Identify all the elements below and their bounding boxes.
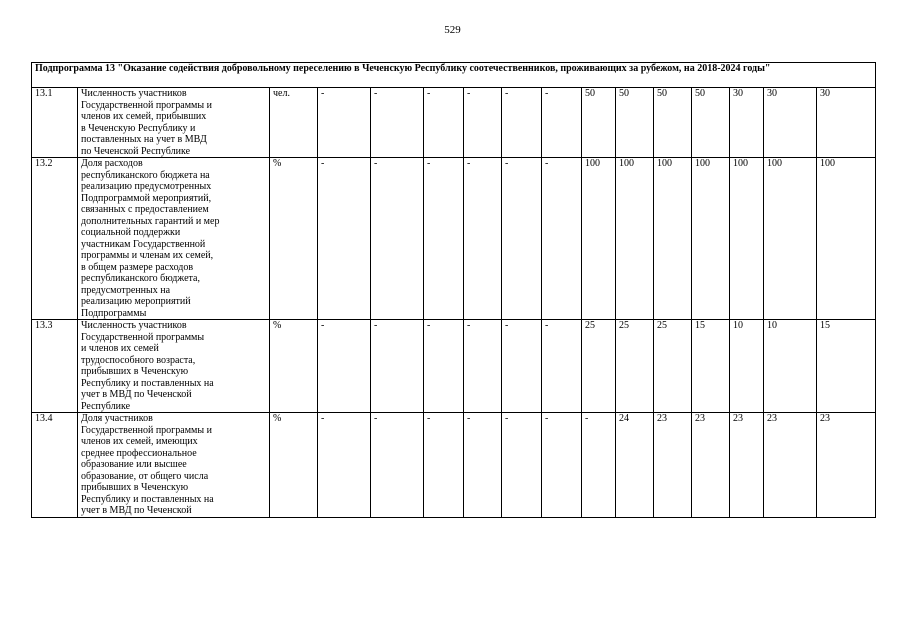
description-line: республиканского бюджета на — [81, 169, 210, 181]
indicator-value: 100 — [616, 158, 654, 320]
indicator-value: 100 — [817, 158, 876, 320]
description-line: Государственной программы — [81, 331, 205, 343]
indicator-value: 50 — [654, 88, 692, 158]
indicator-value: 100 — [582, 158, 616, 320]
indicator-unit: % — [270, 413, 318, 518]
indicator-value: 25 — [616, 320, 654, 413]
indicator-value: - — [318, 158, 371, 320]
indicator-value: - — [424, 158, 464, 320]
indicator-value: - — [464, 320, 502, 413]
indicator-value: 30 — [817, 88, 876, 158]
indicator-value: - — [424, 320, 464, 413]
indicator-unit: % — [270, 320, 318, 413]
description-line: Подпрограммы — [81, 307, 147, 319]
description-line: образование, от общего числа — [81, 470, 209, 482]
indicator-value: 23 — [692, 413, 730, 518]
indicator-value: - — [464, 413, 502, 518]
indicator-value: - — [424, 88, 464, 158]
description-line: прибывших в Чеченскую — [81, 366, 189, 377]
indicator-value: - — [371, 158, 424, 320]
description-line: республиканского бюджета, — [81, 273, 200, 284]
description-line: по Чеченской Республике — [81, 145, 191, 157]
description-line: дополнительных гарантий и мер — [81, 215, 220, 227]
indicator-value: - — [542, 413, 582, 518]
indicator-value: 30 — [730, 88, 764, 158]
indicator-number: 13.3 — [32, 320, 78, 413]
indicator-value: 23 — [764, 413, 817, 518]
indicator-description — [78, 413, 270, 518]
table-row — [32, 158, 876, 320]
indicator-value: - — [371, 413, 424, 518]
indicator-value: 23 — [654, 413, 692, 518]
indicator-value: 100 — [654, 158, 692, 320]
description-line: поставленных на учет в МВД — [81, 134, 207, 145]
indicator-value: - — [464, 158, 502, 320]
description-line: социальной поддержки — [81, 227, 181, 238]
description-line: членов их семей, прибывших — [81, 111, 207, 122]
description-line: реализацию предусмотренных — [81, 181, 212, 192]
indicators-table — [31, 62, 876, 518]
description-line: Государственной программы и — [81, 424, 212, 436]
description-line: в общем размере расходов — [81, 261, 194, 273]
description-line: Численность участников — [81, 320, 187, 331]
description-line: Доля расходов — [81, 158, 143, 169]
indicator-value: - — [371, 320, 424, 413]
description-line: в Чеченскую Республику и — [81, 122, 196, 134]
indicator-value: 100 — [730, 158, 764, 320]
description-line: Республике — [81, 400, 131, 412]
indicator-value: 15 — [692, 320, 730, 413]
description-line: членов их семей, имеющих — [81, 436, 198, 447]
indicator-value: - — [542, 88, 582, 158]
indicator-value: - — [318, 88, 371, 158]
indicator-unit: чел. — [270, 88, 318, 158]
description-line: и членов их семей — [81, 343, 159, 354]
indicator-value: - — [502, 158, 542, 320]
indicator-value: - — [542, 320, 582, 413]
indicator-value: - — [582, 413, 616, 518]
description-line: Доля участников — [81, 413, 153, 424]
description-line: Республику и поставленных на — [81, 493, 214, 505]
description-line: среднее профессиональное — [81, 447, 197, 459]
indicator-value: 100 — [692, 158, 730, 320]
indicator-value: - — [502, 413, 542, 518]
indicator-number: 13.4 — [32, 413, 78, 518]
indicator-value: 10 — [730, 320, 764, 413]
indicator-value: 25 — [654, 320, 692, 413]
description-line: Республику и поставленных на — [81, 377, 214, 389]
page-number: 529 — [444, 24, 461, 36]
table-row — [32, 320, 876, 413]
indicator-value: - — [502, 88, 542, 158]
indicator-value: 25 — [582, 320, 616, 413]
description-line: прибывших в Чеченскую — [81, 482, 189, 493]
indicator-value: 50 — [692, 88, 730, 158]
description-line: образование или высшее — [81, 459, 187, 470]
indicator-number: 13.1 — [32, 88, 78, 158]
description-line: связанных с предоставлением — [81, 204, 209, 215]
table-row — [32, 88, 876, 158]
indicator-value: 15 — [817, 320, 876, 413]
description-line: реализацию мероприятий — [81, 296, 191, 307]
description-line: программы и членам их семей, — [81, 250, 214, 261]
indicator-value: - — [542, 158, 582, 320]
indicator-value: 24 — [616, 413, 654, 518]
description-line: учет в МВД по Чеченской — [81, 389, 192, 400]
subprogram-title: Подпрограмма 13 "Оказание содействия добровольному переселению в Чеченскую Республику соотечественников, проживающих за рубежом, на 2018-2024 годы" — [32, 63, 876, 88]
table-row — [32, 413, 876, 518]
description-line: учет в МВД по Чеченской — [81, 505, 192, 516]
indicator-value: 23 — [730, 413, 764, 518]
indicator-value: - — [318, 413, 371, 518]
indicator-value: 23 — [817, 413, 876, 518]
indicator-value: - — [371, 88, 424, 158]
description-line: предусмотренных на — [81, 284, 171, 296]
indicator-value: 30 — [764, 88, 817, 158]
indicator-value: - — [424, 413, 464, 518]
indicator-description — [78, 88, 270, 158]
description-line: Государственной программы и — [81, 99, 212, 111]
indicator-value: - — [318, 320, 371, 413]
indicator-value: 50 — [582, 88, 616, 158]
indicator-value: - — [502, 320, 542, 413]
indicator-value: 100 — [764, 158, 817, 320]
indicator-value: - — [464, 88, 502, 158]
indicator-description — [78, 158, 270, 320]
description-line: участникам Государственной — [81, 238, 206, 250]
description-line: Численность участников — [81, 88, 187, 99]
indicator-value: 10 — [764, 320, 817, 413]
subprogram-header-row — [32, 63, 876, 88]
indicator-value: 50 — [616, 88, 654, 158]
description-line: Подпрограммой мероприятий, — [81, 192, 212, 204]
indicator-description — [78, 320, 270, 413]
indicator-unit: % — [270, 158, 318, 320]
description-line: трудоспособного возраста, — [81, 354, 196, 366]
indicator-number: 13.2 — [32, 158, 78, 320]
